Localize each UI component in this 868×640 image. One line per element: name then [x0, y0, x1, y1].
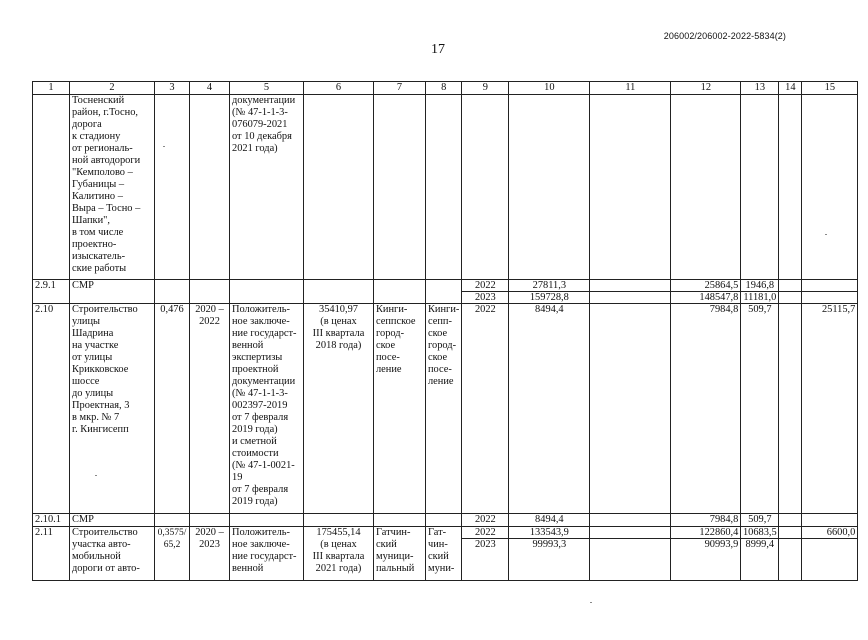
- period-cell: 2020 – 2023: [190, 527, 230, 581]
- length-cell: 0,3575/ 65,2: [155, 527, 190, 581]
- estimated-cost-cell: 35410,97 (в ценах III квартала 2018 года): [304, 304, 374, 514]
- col-header: 10: [509, 82, 590, 95]
- col-header: 6: [304, 82, 374, 95]
- recipient-cell: Кинги- сепп- ское город- ское посе- ление: [426, 304, 462, 514]
- object-name-cell: СМР: [70, 280, 155, 304]
- row-number-cell: 2.11: [33, 527, 70, 581]
- col-header: 4: [190, 82, 230, 95]
- local-budget-cell: 1946,8 11181,0: [741, 280, 779, 304]
- scan-speck: [95, 475, 97, 476]
- table-row: [33, 280, 858, 304]
- remaining-cost-cell: 6600,0: [802, 527, 858, 581]
- year-cell: 2022 2023: [462, 280, 509, 304]
- regional-budget-cell: 25864,5 148547,8: [671, 280, 741, 304]
- object-name-cell: Строительство участка авто- мобильной дороги от авто-: [70, 527, 155, 581]
- scan-speck: [163, 146, 165, 147]
- period-cell: 2020 – 2022: [190, 304, 230, 514]
- col-header: 9: [462, 82, 509, 95]
- col-header: 14: [779, 82, 802, 95]
- regional-budget-cell: 7984,8: [671, 304, 741, 514]
- col-header: 2: [70, 82, 155, 95]
- documentation-cell: Положитель- ное заключе- ние государст- венной экспертизы проектной документации (№ 47-1-1-3- 002397-2019 от 7 февраля 2019 года) и сметной стоимости (№ 47-1-0021- 19 от 7 февраля 2019 года): [230, 304, 304, 514]
- col-header: 1: [33, 82, 70, 95]
- object-name-cell: Строительство улицы Шадрина на участке от улицы Крикковское шоссе до улицы Проектная, 3 в мкр. № 7 г. Кингисепп: [70, 304, 155, 514]
- recipient-cell: Гат- чин- ский муни-: [426, 527, 462, 581]
- regional-budget-cell: 7984,8: [671, 514, 741, 527]
- year-cell: 2022: [462, 304, 509, 514]
- object-name-cell: СМР: [70, 514, 155, 527]
- table-row: [33, 514, 858, 527]
- estimated-cost-cell: 175455,14 (в ценах III квартала 2021 года): [304, 527, 374, 581]
- total-cell: 133543,9 99993,3: [509, 527, 590, 581]
- object-name-cell: Тосненский район, г.Тосно, дорога к стадиону от региональ- ной автодороги "Кемполово – Губаницы – Калитино – Выра – Тосно – Шапки", в том числе проектно- изыскатель- ские работы: [70, 95, 155, 280]
- row-number-cell: 2.10: [33, 304, 70, 514]
- local-budget-cell: 509,7: [741, 514, 779, 527]
- col-header: 15: [802, 82, 858, 95]
- remaining-cost-cell: 25115,7: [802, 304, 858, 514]
- investment-table: [32, 81, 858, 581]
- col-header: 5: [230, 82, 304, 95]
- length-cell: 0,476: [155, 304, 190, 514]
- scan-speck: [590, 602, 592, 603]
- column-number-row: [33, 82, 858, 95]
- local-budget-cell: 509,7: [741, 304, 779, 514]
- table-row: [33, 304, 858, 514]
- col-header: 13: [741, 82, 779, 95]
- customer-cell: Гатчин- ский муници- пальный: [374, 527, 426, 581]
- row-number-cell: 2.10.1: [33, 514, 70, 527]
- year-cell: 2022: [462, 514, 509, 527]
- documentation-cell: Положитель- ное заключе- ние государст- венной: [230, 527, 304, 581]
- customer-cell: Кинги- сеппское город- ское посе- ление: [374, 304, 426, 514]
- col-header: 7: [374, 82, 426, 95]
- table-row: [33, 527, 858, 581]
- col-header: 11: [590, 82, 671, 95]
- document-registration-number: 206002/206002-2022-5834(2): [663, 31, 786, 41]
- local-budget-cell: 10683,5 8999,4: [741, 527, 779, 581]
- year-cell: 2022 2023: [462, 527, 509, 581]
- col-header: 12: [671, 82, 741, 95]
- table-row-continuation: [33, 95, 858, 280]
- total-cell: 27811,3 159728,8: [509, 280, 590, 304]
- row-number-cell: 2.9.1: [33, 280, 70, 304]
- total-cell: 8494,4: [509, 304, 590, 514]
- documentation-cell: документации (№ 47-1-1-3- 076079-2021 от 10 декабря 2021 года): [230, 95, 304, 280]
- col-header: 3: [155, 82, 190, 95]
- scan-speck: [825, 234, 827, 235]
- total-cell: 8494,4: [509, 514, 590, 527]
- col-header: 8: [426, 82, 462, 95]
- page-number: 17: [431, 42, 445, 57]
- regional-budget-cell: 122860,4 90993,9: [671, 527, 741, 581]
